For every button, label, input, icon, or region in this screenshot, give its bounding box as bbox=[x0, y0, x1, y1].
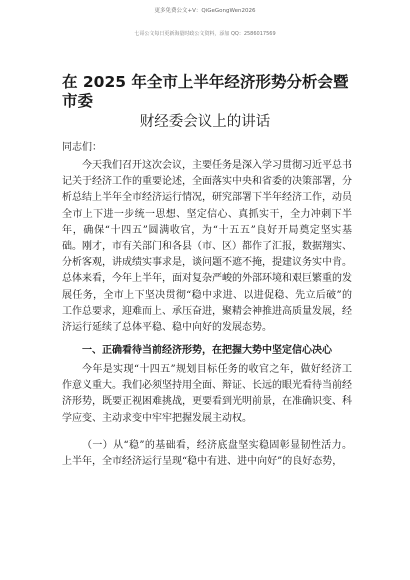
top-banner: 更多免费公文+V：QiGeGongWen2026 bbox=[154, 8, 256, 14]
document-title: 在 2025 年全市上半年经济形势分析会暨市委 bbox=[62, 73, 349, 110]
salutation: 同志们： bbox=[62, 142, 102, 153]
header-note: 七哥公文每日更新海量时政公文资料，添加 QQ：2586017569 bbox=[134, 31, 276, 37]
paragraph-subsection-1: （一）从“稳”的基础看，经济底盘坚实稳固彰显韧性活力。上半年，全市经济运行呈现“稳中有进、进中向好”的良好态势， bbox=[62, 440, 352, 468]
section-heading-1: 一、正确看待当前经济形势，在把握大势中坚定信心决心 bbox=[82, 345, 332, 356]
document-subtitle: 财经委会议上的讲话 bbox=[139, 114, 271, 130]
paragraph-intro: 今天我们召开这次会议，主要任务是深入学习贯彻习近平总书记关于经济工作的重要论述，全面落实中央和省委的决策部署，分析总结上半年全市经济运行情况，研究部署下半年经济工作，动员全市上下进一步统一思想、坚定信心、真抓实干，全力冲刺下半年，确保“十四五”圆满收官，为“十五五”良好开局奠定坚实基础。刚才，市有关部门和各县（市、区）都作了汇报，数据翔实、分析客观，讲成绩实事求是，谈问题不遮不掩，提建议务实中肯。总体来看，今年上半年，面对复杂严峻的外部环境和艰巨繁重的发展任务，全市上下坚决贯彻“稳中求进、以进促稳、先立后破”的工作总要求，迎难而上、承压奋进，聚精会神推进高质量发展，经济运行延续了总体平稳、稳中向好的发展态势。 bbox=[62, 160, 352, 334]
paragraph-section-1: 今年是实现“十四五”规划目标任务的收官之年，做好经济工作意义重大。我们必须坚持用全面、辩证、长远的眼光看待当前经济形势，既要正视困难挑战，更要看到光明前景，在准确识变、科学应变、主动求变中牢牢把握发展主动权。 bbox=[62, 364, 352, 424]
